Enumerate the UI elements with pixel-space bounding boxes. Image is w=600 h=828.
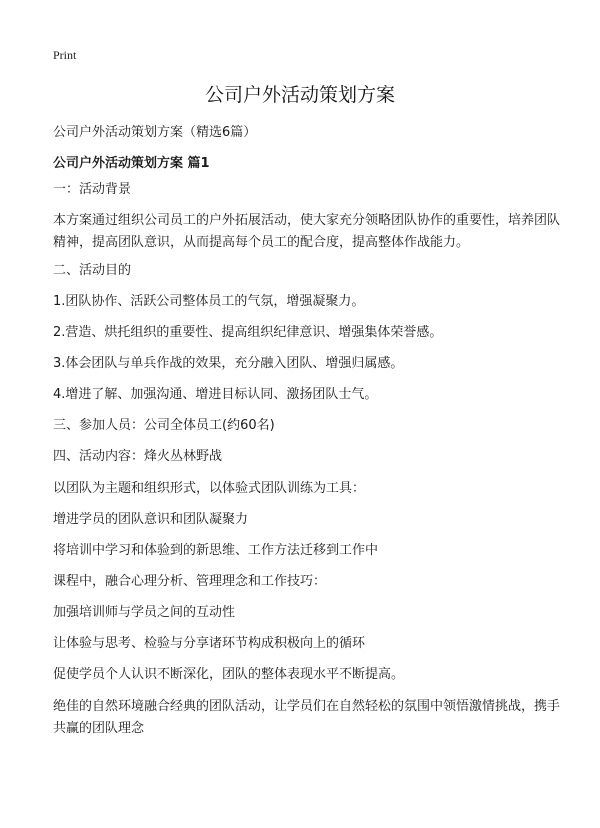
paragraph-content-6: 让体验与思考、检验与分享诸环节构成积极向上的循环 <box>53 636 366 651</box>
paragraph-background-body: 本方案通过组织公司员工的户外拓展活动，使大家充分领略团队协作的重要性，培养团队精神，提高团队意识，从而提高每个员工的配合度，提高整体作战能力。 <box>53 213 561 250</box>
paragraph-purpose-4: 4.增进了解、加强沟通、增进目标认同、激扬团队士气。 <box>53 387 378 402</box>
paragraph-content-5: 加强培训师与学员之间的互动性 <box>53 605 236 620</box>
print-link[interactable]: Print <box>53 48 77 62</box>
paragraph-purpose-heading: 二、活动目的 <box>53 263 132 278</box>
paragraph-content-3: 将培训中学习和体验到的新思维、工作方法迁移到工作中 <box>53 543 379 558</box>
paragraph-background-heading: 一：活动背景 <box>53 182 132 197</box>
document-subtitle: 公司户外活动策划方案（精选6篇） <box>53 125 257 140</box>
paragraph-purpose-2: 2.营造、烘托组织的重要性、提高组织纪律意识、增强集体荣誉感。 <box>53 325 443 340</box>
paragraph-content-7: 促使学员个人认识不断深化，团队的整体表现水平不断提高。 <box>53 667 405 682</box>
paragraph-participants: 三、参加人员：公司全体员工(约60名) <box>53 418 275 433</box>
paragraph-content-4: 课程中，融合心理分析、管理理念和工作技巧： <box>53 574 327 589</box>
paragraph-content-2: 增进学员的团队意识和团队凝聚力 <box>53 512 249 527</box>
page-title: 公司户外活动策划方案 <box>204 84 395 106</box>
paragraph-purpose-1: 1.团队协作、活跃公司整体员工的气氛，增强凝聚力。 <box>53 294 365 309</box>
paragraph-content-8: 绝佳的自然环境融合经典的团队活动，让学员们在自然轻松的氛围中领悟激情挑战，携手共赢的团队理念 <box>53 699 561 736</box>
section-heading: 公司户外活动策划方案 篇1 <box>53 156 210 171</box>
paragraph-content-heading: 四、活动内容：烽火丛林野战 <box>53 449 223 464</box>
paragraph-content-1: 以团队为主题和组织形式，以体验式团队训练为工具： <box>53 481 366 496</box>
paragraph-purpose-3: 3.体会团队与单兵作战的效果，充分融入团队、增强归属感。 <box>53 356 404 371</box>
